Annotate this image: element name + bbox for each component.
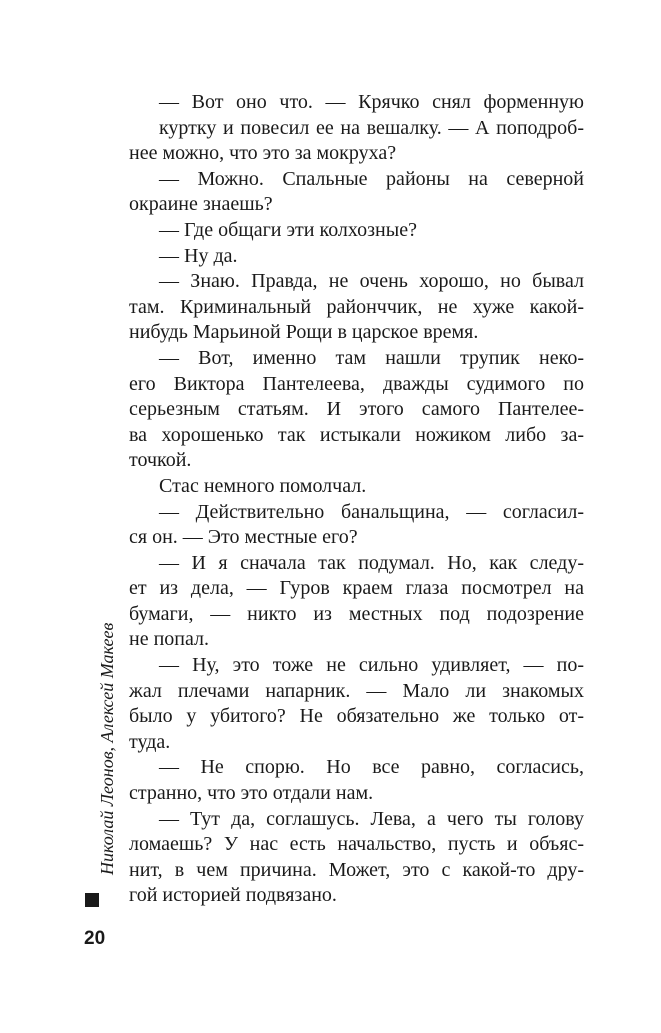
text-line: туда. [129, 730, 171, 753]
text-line: точкой. [129, 449, 192, 472]
text-line: нит, в чем причина. Может, это с какой-то дру- [129, 858, 584, 881]
text-line: куртку и повесил ее на вешалку. — А поподроб- [159, 116, 584, 139]
text-line: было у убитого? Не обязательно же только от- [129, 705, 584, 728]
text-line: — Тут да, соглашусь. Лева, а чего ты голову [159, 807, 584, 830]
text-line: ва хорошенько так истыкали ножиком либо за- [129, 423, 584, 446]
text-line: нее можно, что это за мокруха? [129, 142, 397, 165]
text-line: — Знаю. Правда, не очень хорошо, но бывал [159, 270, 584, 293]
running-head-text: Николай Леонов, Алексей Макеев [97, 622, 117, 875]
text-line: — И я сначала так подумал. Но, как следу- [159, 551, 584, 574]
text-line: ет из дела, — Гуров краем глаза посмотрел на [129, 577, 584, 600]
text-line: — Вот оно что. — Крячко снял форменную [159, 91, 584, 113]
text-line: — Ну да. [159, 244, 238, 267]
text-line: странно, что это отдали нам. [129, 782, 374, 805]
text-line: там. Криминальный районччик, не хуже какой- [129, 295, 584, 318]
text-line: ломаешь? У нас есть начальство, пусть и объяс- [129, 833, 584, 856]
text-line: бумаги, — никто из местных под подозрение [129, 602, 584, 625]
text-line: — Ну, это тоже не сильно удивляет, — по- [159, 654, 584, 677]
text-line: — Вот, именно там нашли трупик неко- [159, 346, 584, 369]
text-line: нибудь Марьиной Рощи в царское время. [129, 321, 479, 344]
text-line: Стас немного помолчал. [159, 474, 367, 497]
text-line: гой историей подвязано. [129, 884, 337, 907]
text-line: не попал. [129, 628, 210, 651]
text-line: его Виктора Пантелеева, дважды судимого по [129, 372, 584, 395]
text-line: серьезным статьям. И этого самого Пантелее- [129, 398, 584, 421]
text-line: ся он. — Это местные его? [129, 526, 358, 549]
text-line: окраине знаешь? [129, 193, 273, 216]
text-line: жал плечами напарник. — Мало ли знакомых [129, 679, 584, 702]
text-line: — Не спорю. Но все равно, согласись, [159, 756, 584, 779]
text-line: — Где общаги эти колхозные? [159, 218, 417, 241]
text-line: — Можно. Спальные районы на северной [159, 167, 584, 190]
page-number: 20 [84, 928, 106, 949]
body-text [129, 90, 584, 909]
text-line: — Действительно банальщина, — согласил- [159, 500, 584, 523]
square-marker-icon [85, 893, 99, 907]
